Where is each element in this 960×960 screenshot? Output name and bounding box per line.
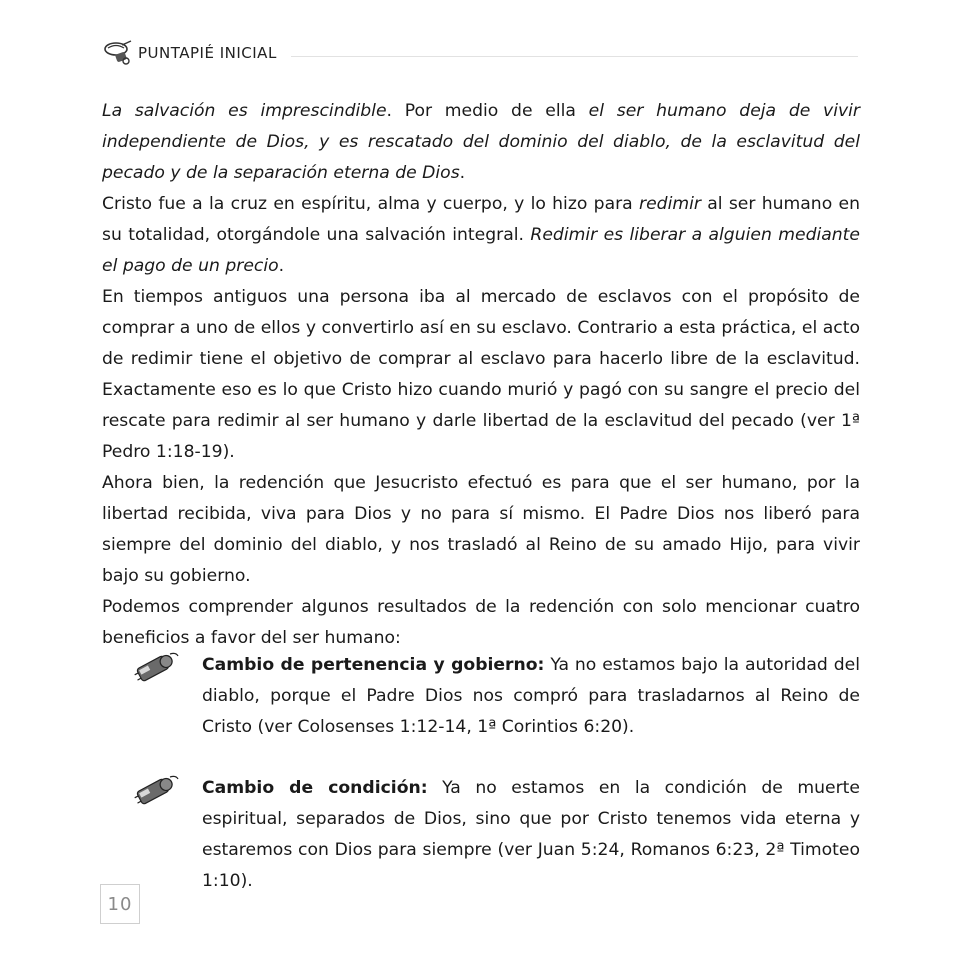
benefit-title: Cambio de condición: — [202, 778, 428, 798]
benefit-text: Ya no estamos bajo la autoridad del diablo, porque el Padre Dios nos compró para trasladarnos al Reino de Cristo (ver Colosenses 1:12-14, 1ª Corintios 6:20). — [202, 655, 860, 737]
whistle-logo-icon — [102, 39, 134, 67]
header-title: PUNTAPIÉ INICIAL — [138, 44, 277, 62]
benefit-title: Cambio de pertenencia y gobierno: — [202, 655, 545, 675]
text-span: Podemos comprender algunos resultados de la redención con solo mencionar cuatro beneficios a favor del ser humano: — [102, 597, 860, 648]
header-divider — [291, 56, 858, 57]
page-header — [102, 38, 858, 68]
text-span: En tiempos antiguos una persona iba al mercado de esclavos con el propósito de comprar a uno de ellos y convertirlo así en su esclavo. Contrario a esta práctica, el acto de redimir tiene el objetivo de comprar al esclavo para hacerlo libre de la esclavitud. Exactamente eso es lo que Cristo hizo cuando murió y pagó con su sangre el precio del rescate para redimir al ser humano y darle libertad de la esclavitud del pecado (ver 1ª Pedro 1:18-19). — [102, 287, 860, 462]
page-number: 10 — [100, 884, 140, 924]
emphasis-text: el ser humano deja de vivir independiente de Dios, y es rescatado del dominio del diablo, de la esclavitud del pecado y de la separación eterna de Dios — [102, 101, 860, 183]
text-span: . Por medio de ella — [386, 101, 589, 121]
body-text — [102, 96, 860, 654]
emphasis-text: La salvación es imprescindible — [102, 101, 387, 121]
text-span: . — [459, 163, 466, 183]
paragraph — [102, 96, 860, 189]
text-span: al ser humano en su totalidad, otorgándole una salvación integral. — [102, 194, 860, 245]
paragraph — [102, 189, 860, 282]
emphasis-text: Redimir es liberar a alguien mediante el pago de un precio — [102, 225, 860, 276]
paragraph — [102, 592, 860, 654]
whistle-icon — [132, 650, 180, 684]
benefit-text: Ya no estamos en la condición de muerte espiritual, separados de Dios, sino que por Cristo tenemos vida eterna y estaremos con Dios para siempre (ver Juan 5:24, Romanos 6:23, 2ª Timoteo 1:10). — [202, 778, 860, 891]
text-span: . — [278, 256, 285, 276]
benefit-item — [102, 650, 860, 743]
benefit-list — [102, 650, 860, 897]
whistle-icon — [132, 773, 180, 807]
paragraph — [102, 282, 860, 468]
emphasis-text: redimir — [639, 194, 701, 214]
paragraph — [102, 468, 860, 592]
benefit-item — [102, 773, 860, 897]
text-span: Cristo fue a la cruz en espíritu, alma y cuerpo, y lo hizo para — [102, 194, 640, 214]
text-span: Ahora bien, la redención que Jesucristo efectuó es para que el ser humano, por la libertad recibida, viva para Dios y no para sí mismo. El Padre Dios nos liberó para siempre del dominio del diablo, y nos trasladó al Reino de su amado Hijo, para vivir bajo su gobierno. — [102, 473, 860, 586]
